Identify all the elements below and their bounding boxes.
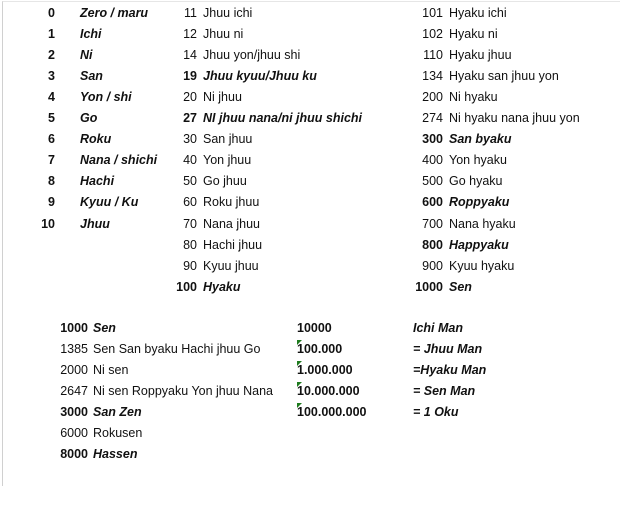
number-cell[interactable]: 100 (176, 279, 197, 294)
number-cell[interactable]: 27 (183, 111, 197, 126)
name-cell[interactable]: = Sen Man (413, 384, 476, 399)
name-cell[interactable]: San jhuu (203, 132, 253, 147)
name-cell[interactable]: Hachi jhuu (203, 237, 263, 252)
name-cell[interactable]: Roku (80, 132, 112, 147)
name-cell[interactable]: San byaku (449, 132, 512, 147)
number-cell[interactable]: 274 (422, 111, 443, 126)
number-cell[interactable]: 3 (48, 69, 55, 84)
number-cell[interactable]: 110 (423, 48, 443, 63)
number-cell[interactable]: 50 (183, 174, 197, 189)
name-cell[interactable]: Kyuu / Ku (80, 195, 139, 210)
name-cell[interactable]: Kyuu jhuu (203, 258, 259, 273)
name-cell[interactable]: Nana hyaku (449, 216, 516, 231)
number-cell[interactable]: 9 (48, 195, 55, 210)
name-cell[interactable]: Jhuu yon/jhuu shi (203, 48, 301, 63)
number-cell[interactable]: 12 (183, 27, 197, 42)
name-cell[interactable]: Jhuu kyuu/Jhuu ku (203, 69, 317, 84)
error-indicator-icon (297, 361, 302, 366)
number-cell[interactable]: 20 (183, 90, 197, 105)
number-cell[interactable]: 60 (183, 195, 197, 210)
name-cell[interactable]: Jhuu ichi (203, 6, 253, 20)
name-cell[interactable]: Roppyaku (449, 195, 510, 210)
number-cell[interactable]: 400 (422, 153, 443, 168)
number-cell[interactable]: 8 (48, 174, 55, 189)
name-cell[interactable]: Nana / shichi (80, 153, 158, 168)
number-cell[interactable]: 1.000.000 (297, 363, 353, 378)
number-cell[interactable]: 4 (48, 90, 55, 105)
name-cell[interactable]: Ni sen (93, 363, 129, 378)
name-cell[interactable]: San (80, 69, 103, 84)
number-cell[interactable]: 200 (422, 90, 443, 105)
name-cell[interactable]: =Hyaku Man (413, 363, 487, 378)
name-cell[interactable]: Ichi Man (413, 321, 464, 335)
name-cell[interactable]: Zero / maru (80, 6, 149, 20)
number-cell[interactable]: 100.000 (297, 342, 343, 357)
number-cell[interactable]: 1385 (60, 342, 88, 357)
number-cell[interactable]: 3000 (60, 405, 88, 420)
name-cell[interactable]: NI jhuu nana/ni jhuu shichi (203, 111, 363, 126)
name-cell[interactable]: Ni hyaku (449, 90, 498, 105)
name-cell[interactable]: Ni (80, 48, 93, 63)
number-cell[interactable]: 1000 (415, 279, 443, 294)
number-cell[interactable]: 90 (183, 258, 197, 273)
name-cell[interactable]: Nana jhuu (203, 216, 260, 231)
number-cell[interactable]: 600 (422, 195, 443, 210)
name-cell[interactable]: Rokusen (93, 426, 143, 441)
name-cell[interactable]: Jhuu (80, 216, 110, 231)
name-cell[interactable]: = Jhuu Man (413, 342, 483, 357)
name-cell[interactable]: Yon jhuu (203, 153, 252, 168)
number-cell[interactable]: 900 (422, 258, 443, 273)
error-indicator-icon (297, 382, 302, 387)
number-cell[interactable]: 134 (422, 69, 443, 84)
number-cell[interactable]: 7 (48, 153, 55, 168)
name-cell[interactable]: Happyaku (449, 237, 509, 252)
name-cell[interactable]: Hassen (93, 447, 138, 462)
name-cell[interactable]: Go jhuu (203, 174, 247, 189)
name-cell[interactable]: Hyaku jhuu (449, 48, 512, 63)
number-cell[interactable]: 500 (422, 174, 443, 189)
name-cell[interactable]: Go (80, 111, 98, 126)
number-cell[interactable]: 102 (422, 27, 443, 42)
number-cell[interactable]: 800 (422, 237, 443, 252)
name-cell[interactable]: Kyuu hyaku (449, 258, 515, 273)
number-cell[interactable]: 19 (183, 69, 197, 84)
number-cell[interactable]: 0 (48, 6, 55, 20)
number-cell[interactable]: 100.000.000 (297, 405, 367, 420)
name-cell[interactable]: Roku jhuu (203, 195, 260, 210)
number-cell[interactable]: 101 (422, 6, 443, 20)
name-cell[interactable]: Ni sen Roppyaku Yon jhuu Nana (93, 384, 273, 399)
number-cell[interactable]: 70 (183, 216, 197, 231)
name-cell[interactable]: Hyaku ni (449, 27, 498, 42)
number-cell[interactable]: 1 (48, 27, 55, 42)
error-indicator-icon (297, 340, 302, 345)
error-indicator-icon (297, 403, 302, 408)
number-cell[interactable]: 10000 (297, 321, 332, 335)
name-cell[interactable]: Hyaku (203, 279, 241, 294)
number-cell[interactable]: 1000 (60, 321, 88, 335)
name-cell[interactable]: Yon hyaku (449, 153, 507, 168)
number-cell[interactable]: 40 (183, 153, 197, 168)
number-cell[interactable]: 6 (48, 132, 55, 147)
number-cell[interactable]: 700 (422, 216, 443, 231)
number-cell[interactable]: 300 (422, 132, 443, 147)
name-cell[interactable]: Ni jhuu (203, 90, 242, 105)
name-cell[interactable]: Go hyaku (449, 174, 503, 189)
name-cell[interactable]: Hachi (80, 174, 115, 189)
name-cell[interactable]: Sen (93, 321, 116, 335)
name-cell[interactable]: Hyaku ichi (449, 6, 507, 20)
number-cell[interactable]: 10.000.000 (297, 384, 360, 399)
name-cell[interactable]: Sen San byaku Hachi jhuu Go (93, 342, 261, 357)
number-cell[interactable]: 10 (41, 216, 55, 231)
number-cell[interactable]: 2000 (60, 363, 88, 378)
name-cell[interactable]: Ichi (80, 27, 102, 42)
number-cell[interactable]: 8000 (60, 447, 88, 462)
number-cell[interactable]: 2647 (60, 384, 88, 399)
number-cell[interactable]: 14 (183, 48, 197, 63)
number-cell[interactable]: 11 (184, 6, 197, 20)
name-cell[interactable]: Hyaku san jhuu yon (449, 69, 559, 84)
number-cell[interactable]: 2 (48, 48, 55, 63)
name-cell[interactable]: Ni hyaku nana jhuu yon (449, 111, 580, 126)
name-cell[interactable]: Yon / shi (80, 90, 132, 105)
name-cell[interactable]: San Zen (93, 405, 142, 420)
name-cell[interactable]: Jhuu ni (203, 27, 244, 42)
number-cell[interactable]: 80 (183, 237, 197, 252)
number-cell[interactable]: 6000 (60, 426, 88, 441)
name-cell[interactable]: Sen (449, 279, 472, 294)
number-cell[interactable]: 5 (48, 111, 55, 126)
name-cell[interactable]: = 1 Oku (413, 405, 459, 420)
number-cell[interactable]: 30 (183, 132, 197, 147)
